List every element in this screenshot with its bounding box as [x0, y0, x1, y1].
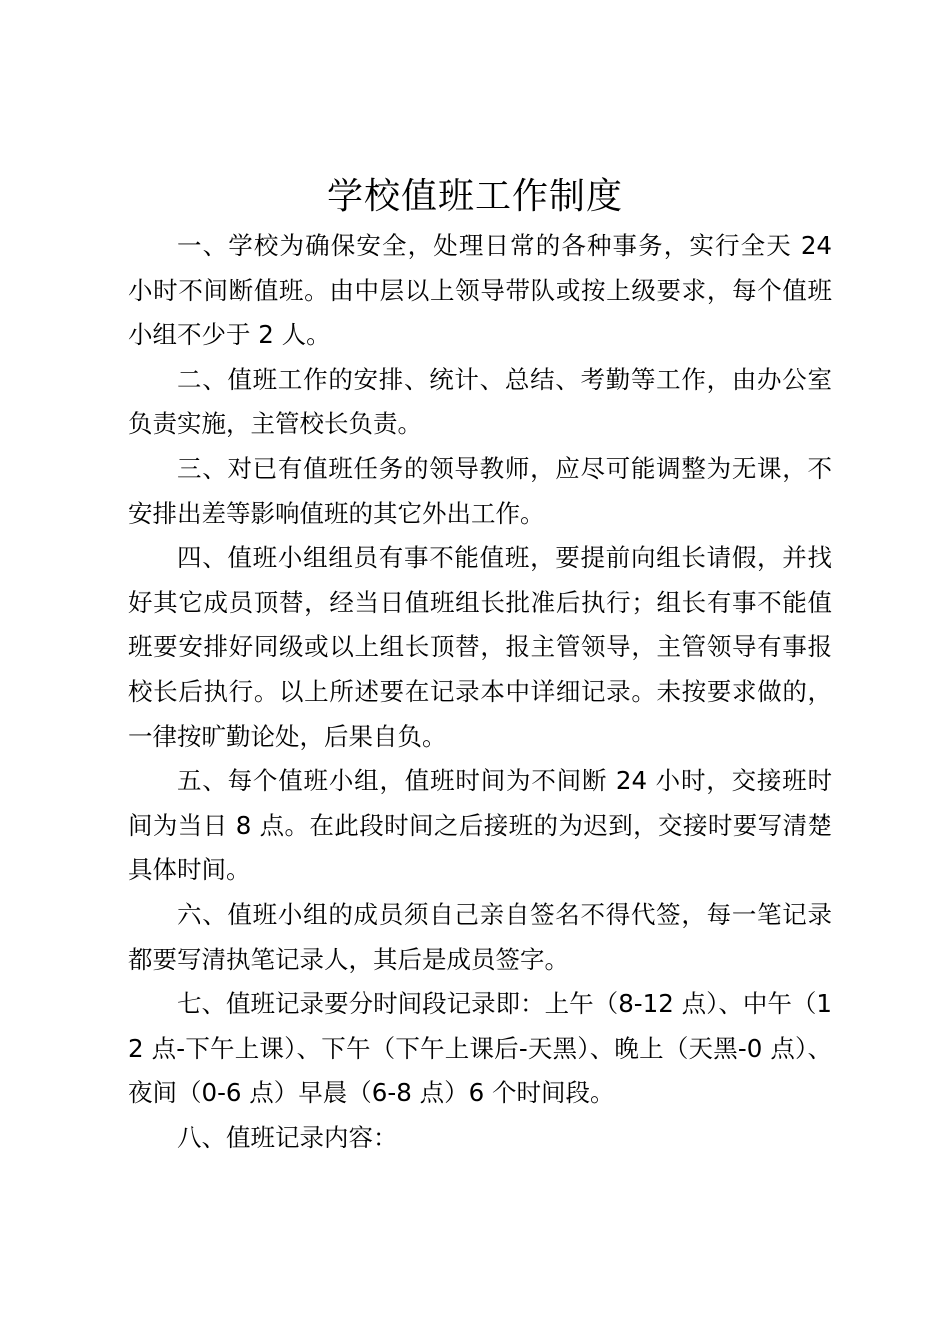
document-title: 学校值班工作制度	[326, 176, 623, 217]
paragraph-6: 六、值班小组的成员须自己亲自签名不得代签，每一笔记录都要写清执笔记录人，其后是成员签字。	[128, 899, 832, 974]
paragraph-5: 五、每个值班小组，值班时间为不间断 24 小时，交接班时间为当日 8 点。在此段时间之后接班的为迟到，交接时要写清楚具体时间。	[128, 766, 832, 885]
paragraph-3: 三、对已有值班任务的领导教师，应尽可能调整为无课，不安排出差等影响值班的其它外出工作。	[128, 453, 832, 528]
paragraph-1: 一、学校为确保安全，处理日常的各种事务，实行全天 24 小时不间断值班。由中层以上领导带队或按上级要求，每个值班小组不少于 2 人。	[128, 231, 832, 350]
paragraph-7: 七、值班记录要分时间段记录即：上午（8-12 点）、中午（12 点-下午上课）、下午（下午上课后-天黑）、晚上（天黑-0 点）、夜间（0-6 点）早晨（6-8 点）6 个时间段。	[128, 989, 832, 1108]
document-body	[128, 224, 832, 1160]
paragraph-8: 八、值班记录内容：	[177, 1122, 398, 1152]
paragraph-4: 四、值班小组组员有事不能值班，要提前向组长请假，并找好其它成员顶替，经当日值班组长批准后执行；组长有事不能值班要安排好同级或以上组长顶替，报主管领导，主管领导有事报校长后执行。以上所述要在记录本中详细记录。未按要求做的，一律按旷勤论处，后果自负。	[128, 543, 832, 751]
paragraph-2: 二、值班工作的安排、统计、总结、考勤等工作，由办公室负责实施，主管校长负责。	[128, 364, 832, 439]
